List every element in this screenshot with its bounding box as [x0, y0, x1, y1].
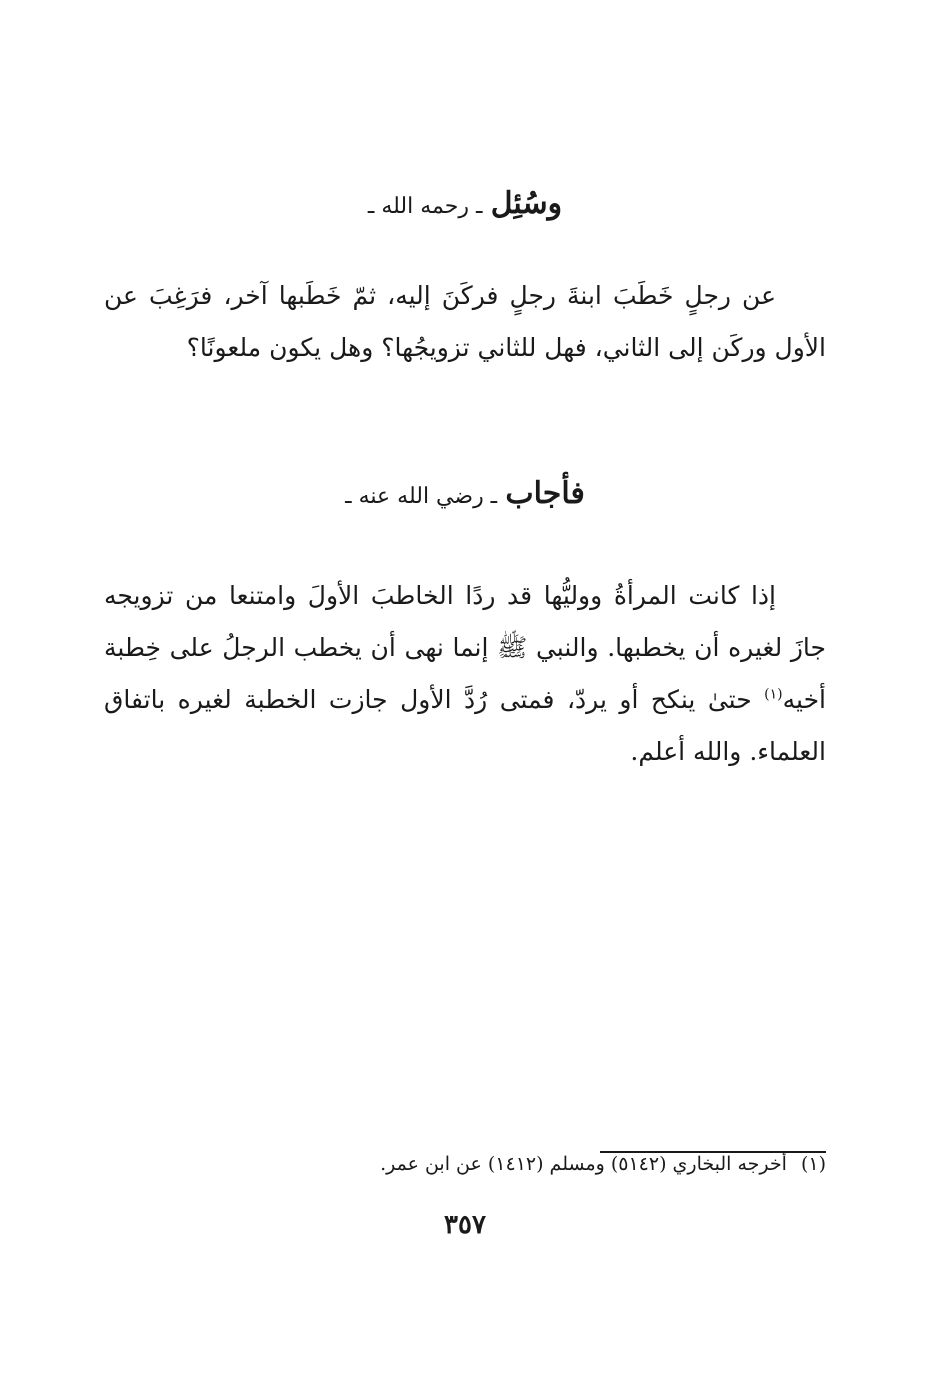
question-heading-rest: ـ رحمه الله ـ	[367, 194, 483, 219]
answer-text-part-2: حتىٰ ينكح أو يردّ، فمتى رُدَّ الأول جازت الخطبة لغيره باتفاق العلماء. والله أعلم.	[104, 685, 826, 766]
footnote	[104, 1148, 826, 1180]
page-number: ٣٥٧	[444, 1210, 486, 1240]
question-heading	[104, 184, 826, 227]
question-text: عن رجلٍ خَطَبَ ابنةَ رجلٍ فركَنَ إليه، ثمّ خَطَبها آخر، فرَغِبَ عن الأول وركَن إلى الثاني، فهل للثاني تزويجُها؟ وهل يكون ملعونًا؟	[104, 281, 826, 362]
answer-text-part-1: إذا كانت المرأةُ ووليُّها قد ردًا الخاطبَ الأولَ وامتنعا من تزويجه جازَ لغيره أن يخطبها. والنبي ﷺ إنما نهى أن يخطب الرجلُ على خِطبة أخيه	[104, 581, 826, 714]
footnote-reference: (١)	[764, 686, 783, 703]
answer-heading	[104, 474, 826, 517]
footnote-number: (١)	[800, 1153, 826, 1175]
answer-heading-rest: ـ رضي الله عنه ـ	[345, 484, 498, 509]
answer-heading-lead: فأجاب	[505, 476, 585, 511]
question-heading-lead: وسُئِل	[490, 186, 563, 221]
answer-text	[104, 570, 826, 778]
footnote-text: أخرجه البخاري (٥١٤٢) ومسلم (١٤١٢) عن ابن عمر.	[380, 1153, 787, 1175]
